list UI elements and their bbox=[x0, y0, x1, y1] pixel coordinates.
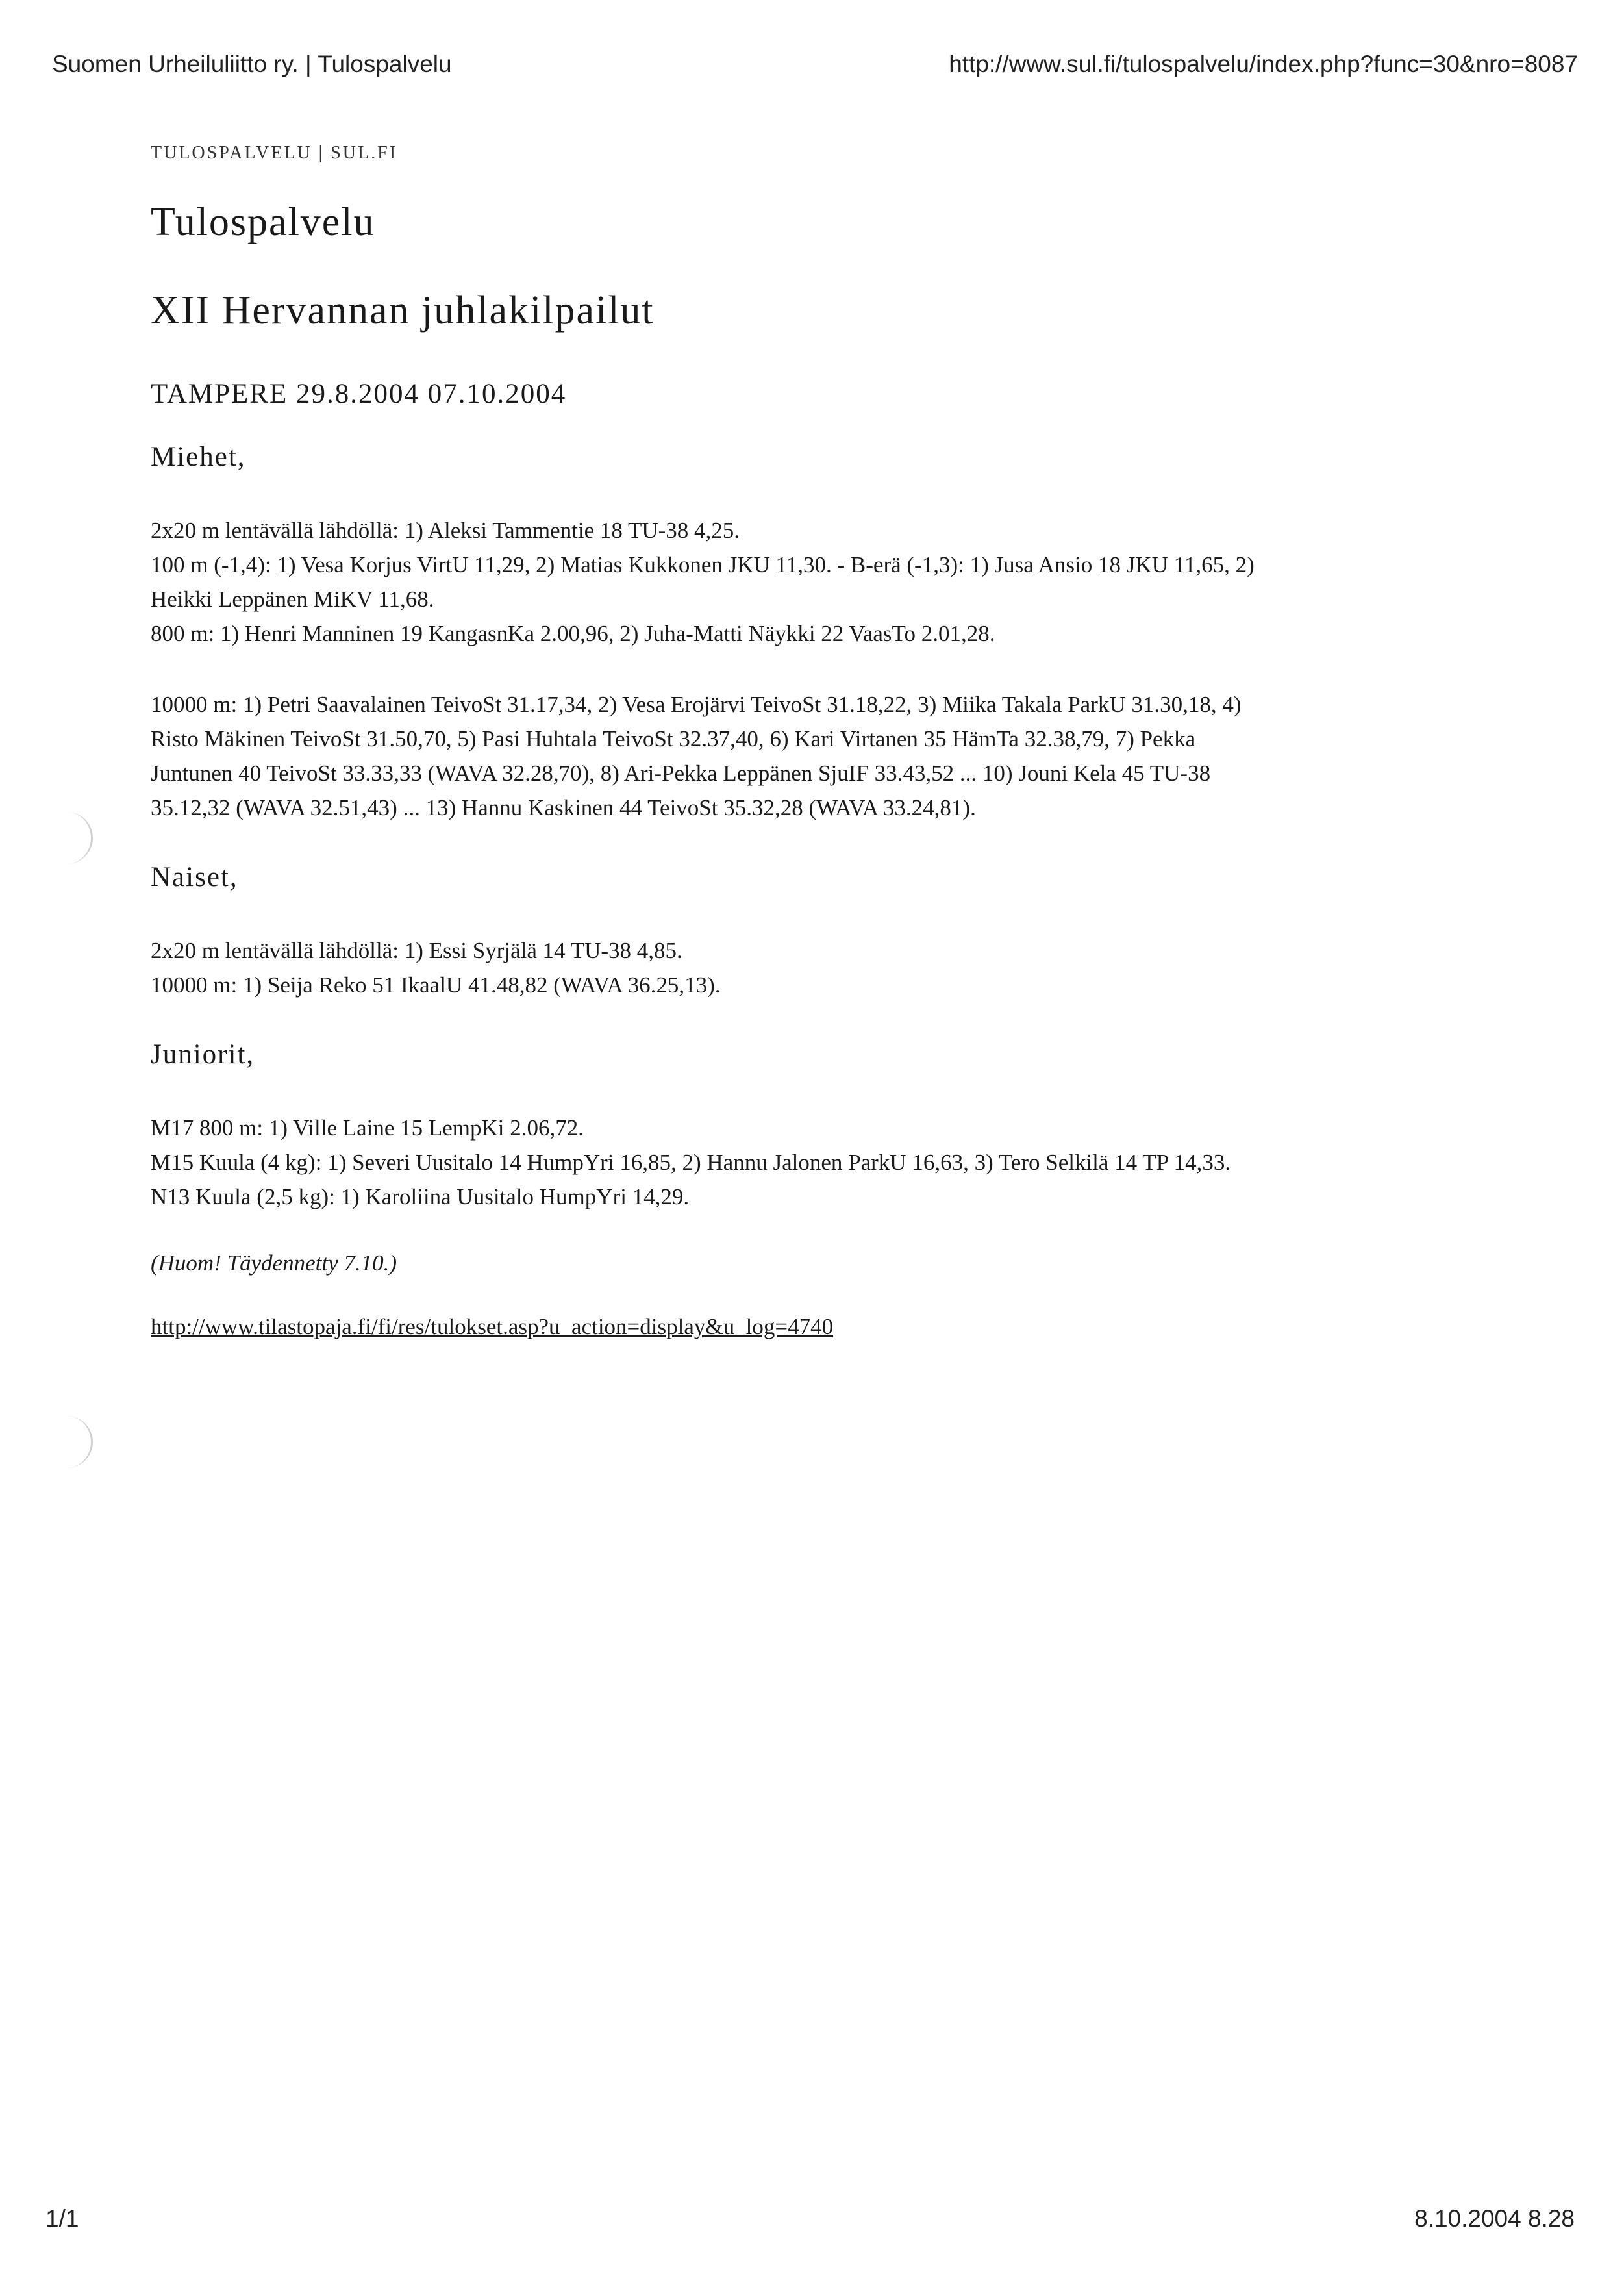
results-men-10000m bbox=[151, 687, 1501, 825]
update-note: (Huom! Täydennetty 7.10.) bbox=[151, 1250, 397, 1276]
page-title-header: Suomen Urheiluliitto ry. | Tulospalvelu bbox=[52, 51, 452, 77]
results-juniors bbox=[151, 1111, 1501, 1214]
page-url-header: http://www.sul.fi/tulospalvelu/index.php?func=30&nro=8087 bbox=[949, 51, 1578, 77]
event-location-date: TAMPERE 29.8.2004 07.10.2004 bbox=[151, 379, 567, 410]
section-heading-women: Naiset, bbox=[151, 862, 238, 893]
result-line: Heikki Leppänen MiKV 11,68. bbox=[151, 587, 434, 613]
results-women bbox=[151, 933, 1501, 1002]
result-line: 35.12,32 (WAVA 32.51,43) ... 13) Hannu Kaskinen 44 TeivoSt 35.32,28 (WAVA 33.24,81). bbox=[151, 795, 976, 821]
main-content bbox=[151, 143, 1501, 1340]
page-title: Tulospalvelu bbox=[151, 200, 375, 244]
section-heading-juniors: Juniorit, bbox=[151, 1039, 255, 1070]
results-men-sprint bbox=[151, 513, 1501, 651]
page-number: 1/1 bbox=[45, 2205, 79, 2232]
result-line: M15 Kuula (4 kg): 1) Severi Uusitalo 14 HumpYri 16,85, 2) Hannu Jalonen ParkU 16,63, 3) Tero Selkilä 14 TP 14,33. bbox=[151, 1150, 1231, 1176]
browser-print-header bbox=[52, 51, 1578, 90]
punch-hole-mark bbox=[52, 1416, 93, 1468]
section-heading-men: Miehet, bbox=[151, 442, 246, 473]
result-line: 2x20 m lentävällä lähdöllä: 1) Aleksi Tammentie 18 TU-38 4,25. bbox=[151, 518, 740, 544]
result-line: Juntunen 40 TeivoSt 33.33,33 (WAVA 32.28,70), 8) Ari-Pekka Leppänen SjuIF 33.43,52 ... 10) Jouni Kela 45 TU-38 bbox=[151, 761, 1211, 787]
site-label: TULOSPALVELU | SUL.FI bbox=[151, 143, 398, 163]
punch-hole-mark bbox=[52, 812, 93, 864]
result-line: M17 800 m: 1) Ville Laine 15 LempKi 2.06,72. bbox=[151, 1115, 584, 1141]
event-title: XII Hervannan juhlakilpailut bbox=[151, 288, 655, 333]
result-line: N13 Kuula (2,5 kg): 1) Karoliina Uusitalo HumpYri 14,29. bbox=[151, 1184, 690, 1210]
result-line: 800 m: 1) Henri Manninen 19 KangasnKa 2.00,96, 2) Juha-Matti Näykki 22 VaasTo 2.01,28. bbox=[151, 621, 995, 647]
browser-print-footer bbox=[45, 2205, 1575, 2244]
print-timestamp: 8.10.2004 8.28 bbox=[1414, 2205, 1575, 2232]
source-link[interactable]: http://www.tilastopaja.fi/fi/res/tulokset.asp?u_action=display&u_log=4740 bbox=[151, 1314, 834, 1340]
result-line: Risto Mäkinen TeivoSt 31.50,70, 5) Pasi Huhtala TeivoSt 32.37,40, 6) Kari Virtanen 35 HämTa 32.38,79, 7) Pekka bbox=[151, 726, 1196, 752]
result-line: 100 m (-1,4): 1) Vesa Korjus VirtU 11,29, 2) Matias Kukkonen JKU 11,30. - B-erä (-1,3): 1) Jusa Ansio 18 JKU 11,65, 2) bbox=[151, 552, 1255, 578]
result-line: 10000 m: 1) Petri Saavalainen TeivoSt 31.17,34, 2) Vesa Erojärvi TeivoSt 31.18,22, 3) Miika Takala ParkU 31.30,18, 4) bbox=[151, 692, 1242, 718]
result-line: 10000 m: 1) Seija Reko 51 IkaalU 41.48,82 (WAVA 36.25,13). bbox=[151, 972, 721, 998]
result-line: 2x20 m lentävällä lähdöllä: 1) Essi Syrjälä 14 TU-38 4,85. bbox=[151, 938, 682, 964]
